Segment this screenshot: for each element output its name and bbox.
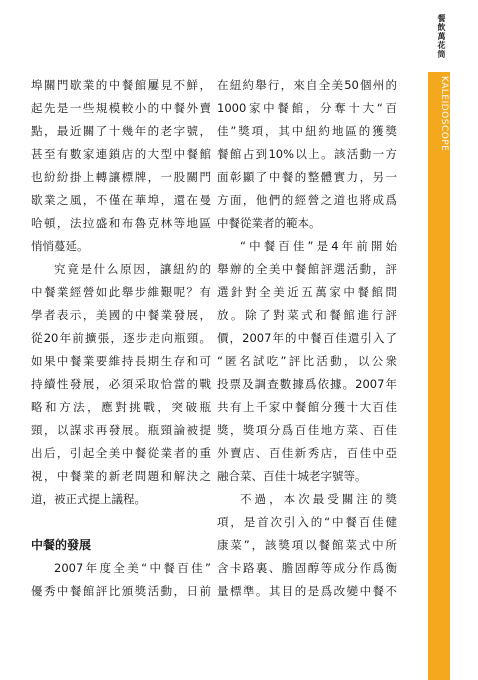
- text-line: “中餐百佳”是4年前開始: [240, 239, 397, 253]
- text-line: 也紛紛掛上轉讓標牌，一股關門: [31, 170, 211, 184]
- left-column: [31, 74, 211, 603]
- text-line: 放。除了對菜式和餐館進行評: [217, 308, 397, 322]
- section-heading: 中餐的發展: [31, 538, 92, 552]
- section-brand: KALEIDOSCOPE: [439, 76, 449, 152]
- text-line: 出后，引起全美中餐從業者的重: [31, 446, 211, 460]
- text-line: 2007年度全美“中餐百佳”: [54, 561, 211, 575]
- text-line: 共有上千家中餐館分獲十大百佳: [217, 400, 397, 414]
- right-paragraph-1: [217, 74, 397, 235]
- text-line: 選針對全美近五萬家中餐館問: [217, 285, 397, 299]
- section-title: 餐飲萬花筒: [437, 14, 446, 59]
- left-paragraph-1: [31, 74, 211, 258]
- right-paragraph-3: [217, 488, 397, 603]
- text-line: 含卡路裏、膽固醇等成分作爲衡: [217, 561, 397, 575]
- text-line: “匿名試吃”評比活動，以公衆: [217, 354, 397, 368]
- text-line: 起先是一些規模較小的中餐外賣: [31, 101, 211, 115]
- text-line: 中餐業經營如此舉步維艱呢？有: [31, 285, 211, 299]
- text-line: 頸，以謀求再發展。瓶頸論被提: [31, 423, 211, 437]
- text-line: 從20年前擴張，逐步走向瓶頸。: [31, 331, 211, 345]
- text-line: 1000家中餐館，分奪十大“百: [217, 101, 397, 115]
- text-line: 優秀中餐館評比頒獎活動，日前: [31, 584, 211, 598]
- text-line: 投票及調查數據爲依據。2007年: [217, 377, 397, 391]
- text-line: 究竟是什么原因，讓紐約的: [54, 262, 211, 276]
- text-line: 甚至有數家連鎖店的大型中餐館: [31, 147, 211, 161]
- paragraph-gap: [31, 511, 211, 534]
- sidebar-accent-stripe: [428, 72, 450, 680]
- text-line: 哈頓，法拉盛和布魯克林等地區: [31, 216, 211, 230]
- text-line: 歇業之風，不僅在華埠，還在曼: [31, 193, 211, 207]
- text-line: 視，中餐業的新老問題和解決之: [31, 469, 211, 483]
- text-line: 面彰顯了中餐的整體實力，另一: [217, 170, 397, 184]
- text-line: 道，被正式提上議程。: [31, 492, 146, 506]
- text-line: 舉辦的全美中餐館評選活動，評: [217, 262, 397, 276]
- text-line: 如果中餐業要維持長期生存和可: [31, 354, 211, 368]
- text-line: 項，是首次引入的“中餐百佳健: [217, 515, 397, 529]
- text-line: 悄悄蔓延。: [31, 239, 89, 253]
- text-line: 學者表示，美國的中餐業發展，: [31, 308, 211, 322]
- text-line: 外賣店、百佳新秀店，百佳中亞: [217, 446, 397, 460]
- text-line: 獎，獎項分爲百佳地方菜、百佳: [217, 423, 397, 437]
- text-line: 在紐約舉行，來自全美50個州的: [217, 78, 397, 92]
- left-paragraph-2: [31, 258, 211, 511]
- right-paragraph-2: [217, 235, 397, 488]
- text-line: 融合菜、百佳十城老字號等。: [217, 469, 367, 483]
- text-line: 埠關門歇業的中餐館屢見不鮮，: [31, 78, 211, 92]
- text-line: 持續性發展，必須采取恰當的戰: [31, 377, 211, 391]
- left-paragraph-3: [31, 557, 211, 603]
- text-line: 康菜”，該獎項以餐館菜式中所: [217, 538, 397, 552]
- text-line: 量標準。其目的是爲改變中餐不: [217, 584, 397, 598]
- text-line: 佳”獎項，其中紐約地區的獲獎: [217, 124, 397, 138]
- text-line: 不過，本次最受關注的獎: [240, 492, 397, 506]
- text-line: 略和方法，應對挑戰，突破瓶: [31, 400, 211, 414]
- text-line: 餐館占到10%以上。該活動一方: [217, 147, 397, 161]
- text-line: 方面，他們的經營之道也將成爲: [217, 193, 397, 207]
- right-column: [217, 74, 397, 603]
- text-line: 中餐從業者的範本。: [217, 216, 321, 230]
- text-line: 價，2007年的中餐百佳還引入了: [217, 331, 397, 345]
- text-line: 點，最近關了十幾年的老字號，: [31, 124, 211, 138]
